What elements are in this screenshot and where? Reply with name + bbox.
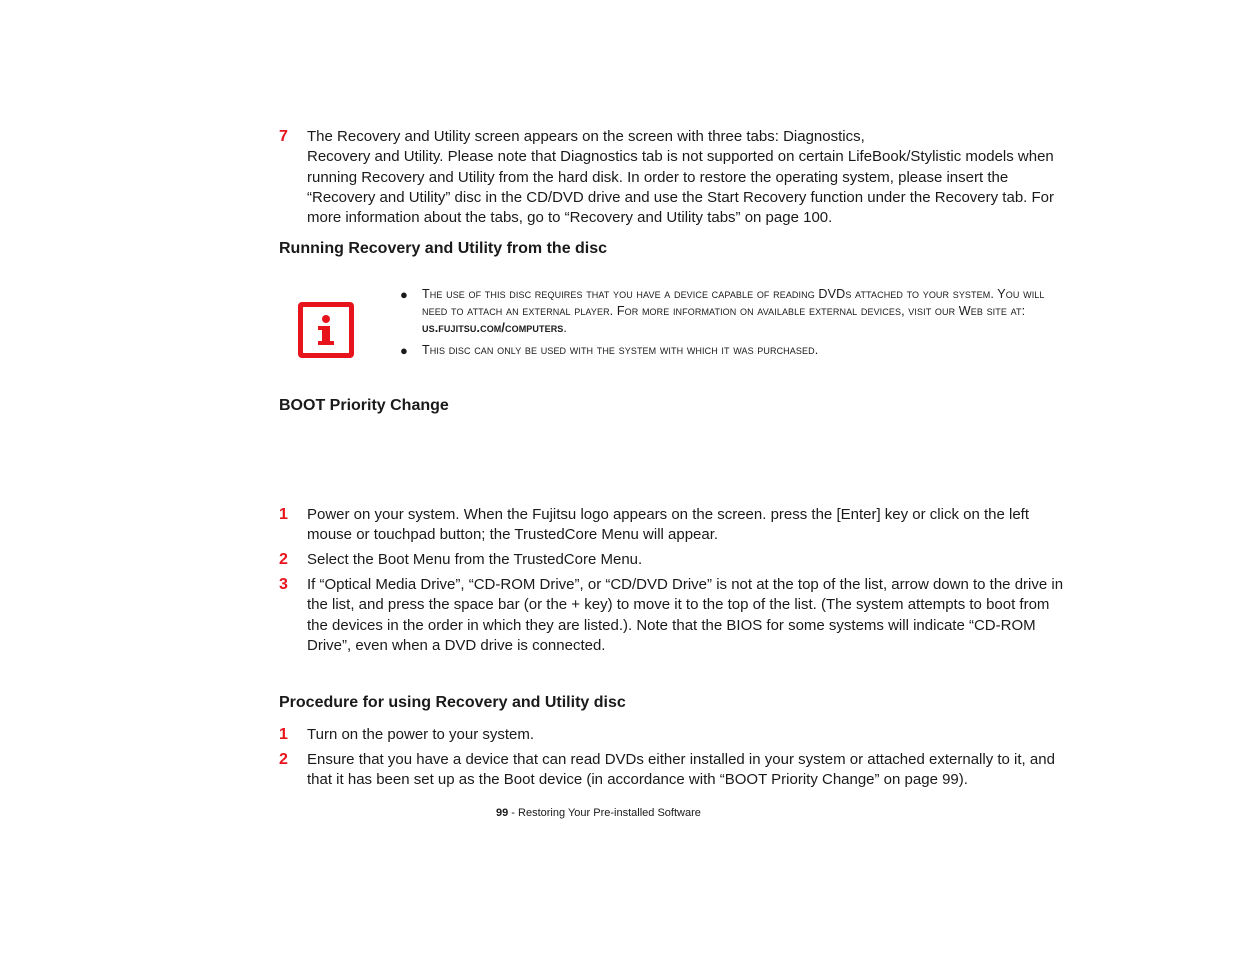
- procedure-step-1: [279, 725, 1069, 745]
- step-number: 2: [279, 751, 288, 768]
- footer-separator: -: [508, 807, 519, 819]
- bullet-icon: ●: [400, 287, 408, 302]
- step-text: Select the Boot Menu from the TrustedCore Menu.: [307, 551, 643, 568]
- website-link[interactable]: us.fujitsu.com/computers: [422, 321, 564, 335]
- info-note: [279, 286, 1069, 376]
- note-text-1-end: .: [563, 321, 568, 335]
- procedure-step-2: [279, 750, 1069, 791]
- note-text-2: This disc can only be used with the system with which it was purchased.: [422, 343, 819, 357]
- bullet-icon: ●: [400, 343, 408, 358]
- section-heading-procedure: Procedure for using Recovery and Utility disc: [279, 694, 626, 711]
- step-number: 2: [279, 551, 288, 568]
- step-number: 3: [279, 576, 288, 593]
- step-text: Turn on the power to your system.: [307, 726, 535, 743]
- step-text: Power on your system. When the Fujitsu logo appears on the screen. press the [Enter] key or click on the left mouse or touchpad button; the TrustedCore Menu will appear.: [307, 506, 1030, 544]
- step-text-line1: The Recovery and Utility screen appears on the screen with three tabs: Diagnostics,: [307, 128, 865, 145]
- page-number: 99: [496, 807, 509, 819]
- note-item: [400, 286, 1055, 337]
- info-icon: [298, 302, 354, 358]
- step-number: 1: [279, 506, 288, 523]
- boot-step-3: [279, 575, 1069, 656]
- info-glyph: [303, 307, 349, 353]
- section-heading-disc: Running Recovery and Utility from the disc: [279, 240, 608, 257]
- step-text: [307, 127, 1069, 228]
- boot-step-2: [279, 550, 1069, 570]
- note-item: [400, 342, 1055, 359]
- step-text: Ensure that you have a device that can read DVDs either installed in your system or attached externally to it, and that it has been set up as the Boot device (in accordance with “BOOT Priority Change” on page 99).: [307, 751, 1055, 789]
- footer-title: Restoring Your Pre-installed Software: [518, 807, 701, 819]
- step-7: [279, 127, 1069, 228]
- step-number: 7: [279, 128, 288, 145]
- step-text: If “Optical Media Drive”, “CD-ROM Drive”, or “CD/DVD Drive” is not at the top of the list, arrow down to the drive in the list, and press the space bar (or the + key) to move it to the top of the list. (The system attempts to boot from the devices in the order in which they are listed.). Note that the BIOS for some systems will indicate “CD-ROM Drive”, even when a DVD drive is connected.: [307, 576, 1064, 654]
- page-footer: [496, 806, 701, 820]
- section-heading-boot: BOOT Priority Change: [279, 397, 449, 414]
- step-number: 1: [279, 726, 288, 743]
- note-list: [400, 286, 1055, 359]
- step-text-cont: Recovery and Utility. Please note that Diagnostics tab is not supported on certain LifeBook/Stylistic models when running Recovery and Utility from the hard disk. In order to restore the operating system, please insert the “Recovery and Utility” disc in the CD/DVD drive and use the Start Recovery function under the Recovery tab. For more information about the tabs, go to “Recovery and Utility tabs” on page 100.: [307, 148, 1054, 227]
- note-text-1: The use of this disc requires that you have a device capable of reading DVDs attached to your system. You will need to attach an external player. For more information on available external devices, visit our Web site at:: [422, 287, 1045, 318]
- boot-step-1: [279, 505, 1069, 546]
